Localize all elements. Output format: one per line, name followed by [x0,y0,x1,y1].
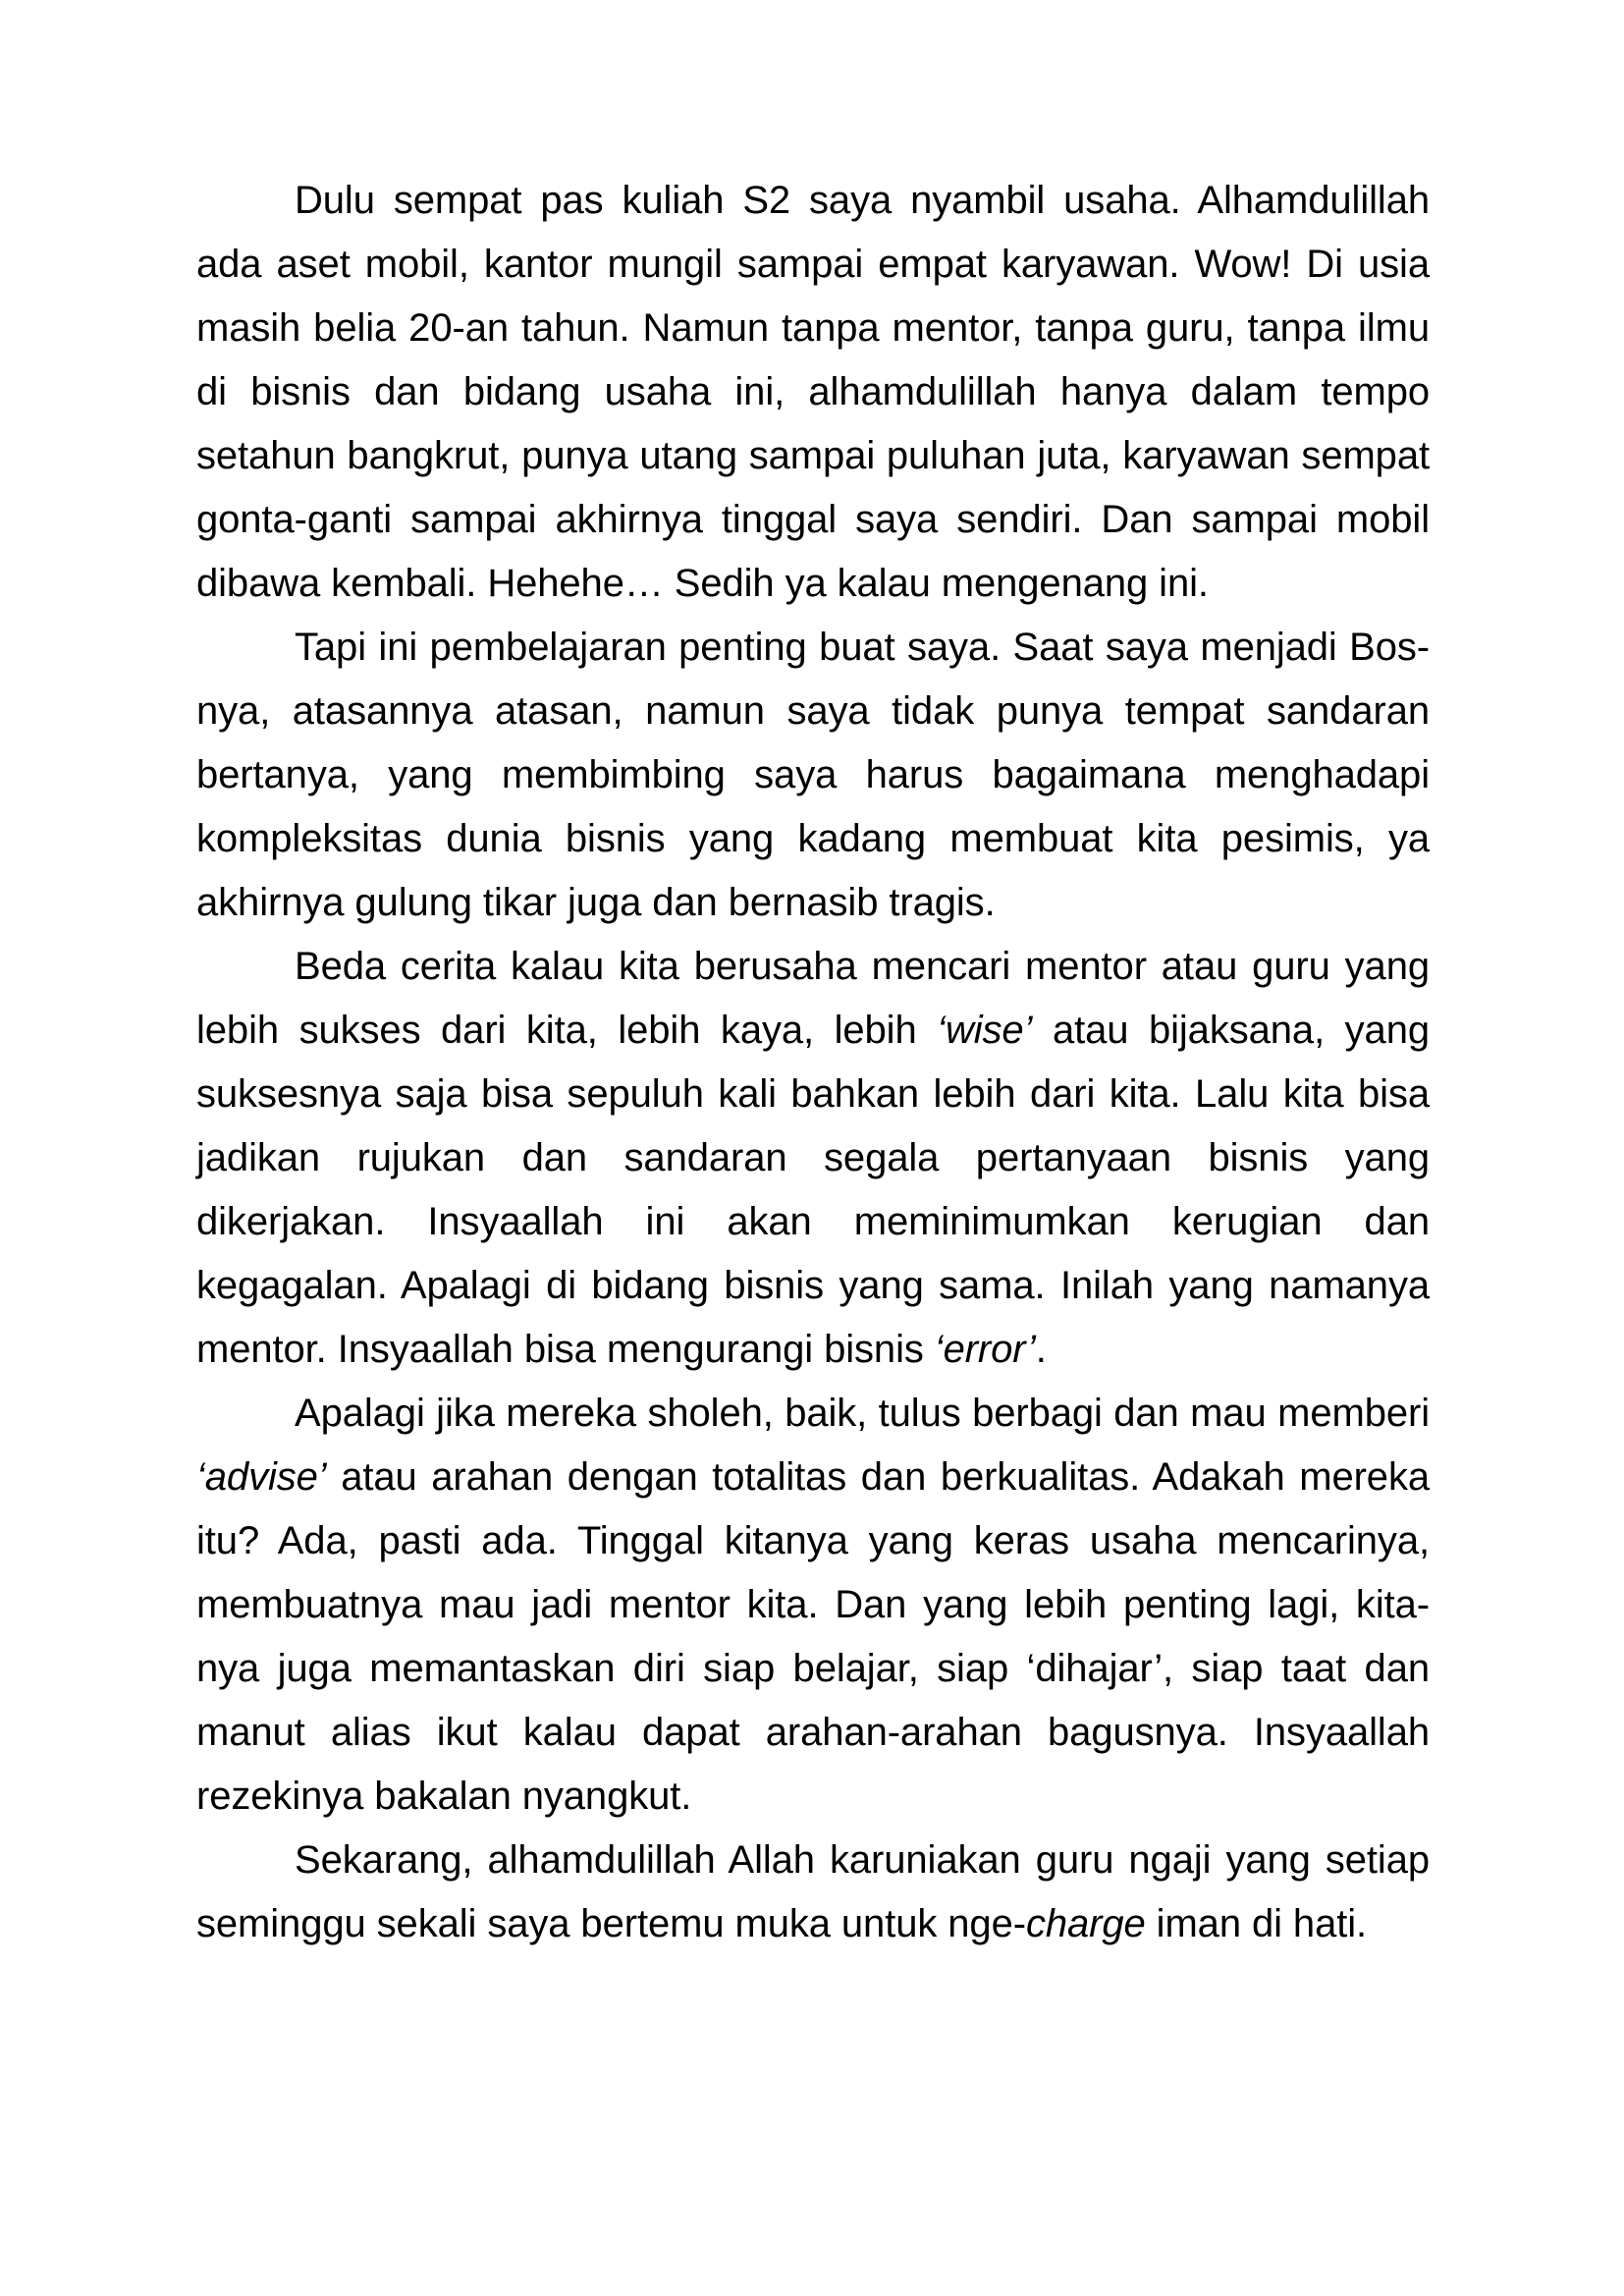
emphasized-term: ‘advise’ [196,1455,327,1499]
paragraph-4 [196,1382,1430,1829]
text-run: Dulu sempat pas kuliah S2 saya nyambil usaha. Alhamdulillah ada aset mobil, kantor mungil sampai empat karyawan. Wow! Di usia masih belia 20-an tahun. Namun tanpa mentor, tanpa guru, tanpa ilmu di bisnis dan bidang usaha ini, alhamdulillah hanya dalam tempo setahun bangkrut, punya utang sampai puluhan juta, karyawan sempat gonta-ganti sampai akhirnya tinggal saya sendiri. Dan sampai mobil dibawa kembali. Hehehe… Sedih ya kalau mengenang ini. [196,179,1430,605]
text-run: iman di hati. [1145,1902,1368,1945]
text-run: Tapi ini pembelajaran penting buat saya. Saat saya menjadi Bos-nya, atasannya atasan, namun saya tidak punya tempat sandaran bertanya, yang membimbing saya harus bagaimana menghadapi kompleksitas dunia bisnis yang kadang membuat kita pesimis, ya akhirnya gulung tikar juga dan bernasib tragis. [196,626,1430,924]
text-run: atau bijaksana, yang suksesnya saja bisa sepuluh kali bahkan lebih dari kita. Lalu kita bisa jadikan rujukan dan sandaran segala pertanyaan bisnis yang dikerjakan. Insyaallah ini akan meminimumkan kerugian dan kegagalan. Apalagi di bidang bisnis yang sama. Inilah yang namanya mentor. Insyaallah bisa mengurangi bisnis [196,1009,1430,1371]
paragraph-1 [196,169,1430,616]
paragraph-3 [196,935,1430,1382]
text-run: Beda cerita kalau kita berusaha mencari mentor atau guru yang lebih sukses dari kita, lebih kaya, lebih [196,945,1430,1052]
emphasized-term: ‘wise’ [937,1009,1033,1052]
paragraph-5 [196,1829,1430,1956]
text-run: atau arahan dengan totalitas dan berkualitas. Adakah mereka itu? Ada, pasti ada. Tinggal kitanya yang keras usaha mencarinya, membuatnya mau jadi mentor kita. Dan yang lebih penting lagi, kita-nya juga memantaskan diri siap belajar, siap ‘dihajar’, siap taat dan manut alias ikut kalau dapat arahan-arahan bagusnya. Insyaallah rezekinya bakalan nyangkut. [196,1455,1430,1818]
text-run: Apalagi jika mereka sholeh, baik, tulus berbagi dan mau memberi [295,1392,1430,1435]
text-run: Sekarang, alhamdulillah Allah karuniakan guru ngaji yang setiap seminggu sekali saya bertemu muka untuk nge- [196,1838,1430,1945]
text-run: . [1035,1328,1047,1371]
body-text-column [196,169,1430,1956]
paragraph-2 [196,616,1430,935]
emphasized-term: ‘error’ [934,1328,1036,1371]
emphasized-term: charge [1025,1902,1146,1945]
